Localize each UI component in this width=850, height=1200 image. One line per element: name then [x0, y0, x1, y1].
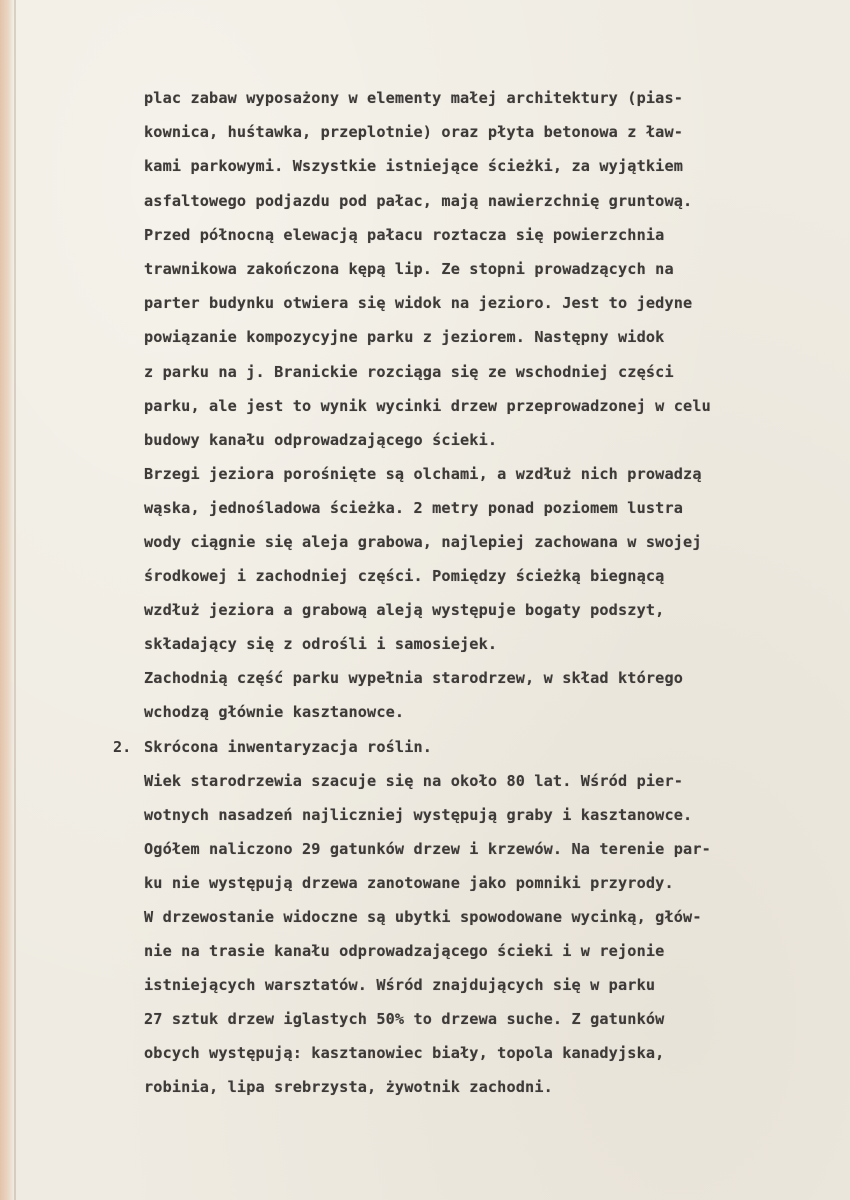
text-line: asfaltowego podjazdu pod pałac, mają nawierzchnię gruntową. — [144, 192, 693, 210]
text-line: obcych występują: kasztanowiec biały, topola kanadyjska, — [144, 1044, 665, 1062]
section-number: 2. — [113, 738, 132, 756]
text-line: trawnikowa zakończona kępą lip. Ze stopni prowadzących na — [144, 260, 674, 278]
text-line: środkowej i zachodniej części. Pomiędzy ścieżką biegnącą — [144, 567, 665, 585]
page-left-edge — [0, 0, 14, 1200]
text-line: ku nie występują drzewa zanotowane jako pomniki przyrody. — [144, 874, 674, 892]
text-line: Przed północną elewacją pałacu roztacza się powierzchnia — [144, 226, 665, 244]
text-line: W drzewostanie widoczne są ubytki spowodowane wycinką, głów- — [144, 908, 702, 926]
text-line: parku, ale jest to wynik wycinki drzew przeprowadzonej w celu — [144, 397, 711, 415]
text-line: składający się z odrośli i samosiejek. — [144, 635, 498, 653]
text-line: Brzegi jeziora porośnięte są olchami, a wzdłuż nich prowadzą — [144, 465, 702, 483]
text-line: 27 sztuk drzew iglastych 50% to drzewa suche. Z gatunków — [144, 1010, 665, 1028]
text-line: kami parkowymi. Wszystkie istniejące ścieżki, za wyjątkiem — [144, 157, 684, 175]
text-line: kownica, huśtawka, przeplotnie) oraz płyta betonowa z ław- — [144, 123, 684, 141]
text-line: Wiek starodrzewia szacuje się na około 80 lat. Wśród pier- — [144, 772, 684, 790]
text-line: budowy kanału odprowadzającego ścieki. — [144, 431, 498, 449]
page-edge-shadow — [14, 0, 16, 1200]
text-line: robinia, lipa srebrzysta, żywotnik zachodni. — [144, 1078, 553, 1096]
text-line: parter budynku otwiera się widok na jezioro. Jest to jedyne — [144, 294, 693, 312]
text-line: plac zabaw wyposażony w elementy małej architektury (pias- — [144, 89, 684, 107]
text-line: wchodzą głównie kasztanowce. — [144, 703, 405, 721]
text-line: wotnych nasadzeń najliczniej występują graby i kasztanowce. — [144, 806, 693, 824]
text-line: istniejących warsztatów. Wśród znajdujących się w parku — [144, 976, 656, 994]
text-line: wody ciągnie się aleja grabowa, najlepiej zachowana w swojej — [144, 533, 702, 551]
text-line: wzdłuż jeziora a grabową aleją występuje bogaty podszyt, — [144, 601, 665, 619]
text-line: z parku na j. Branickie rozciąga się ze wschodniej części — [144, 363, 674, 381]
text-line: powiązanie kompozycyjne parku z jeziorem. Następny widok — [144, 328, 665, 346]
text-line: wąska, jednośladowa ścieżka. 2 metry ponad poziomem lustra — [144, 499, 684, 517]
section-heading: Skrócona inwentaryzacja roślin. — [144, 738, 433, 756]
text-line: Ogółem naliczono 29 gatunków drzew i krzewów. Na terenie par- — [144, 840, 711, 858]
text-line: Zachodnią część parku wypełnia starodrzew, w skład którego — [144, 669, 684, 687]
text-line: nie na trasie kanału odprowadzającego ścieki i w rejonie — [144, 942, 665, 960]
